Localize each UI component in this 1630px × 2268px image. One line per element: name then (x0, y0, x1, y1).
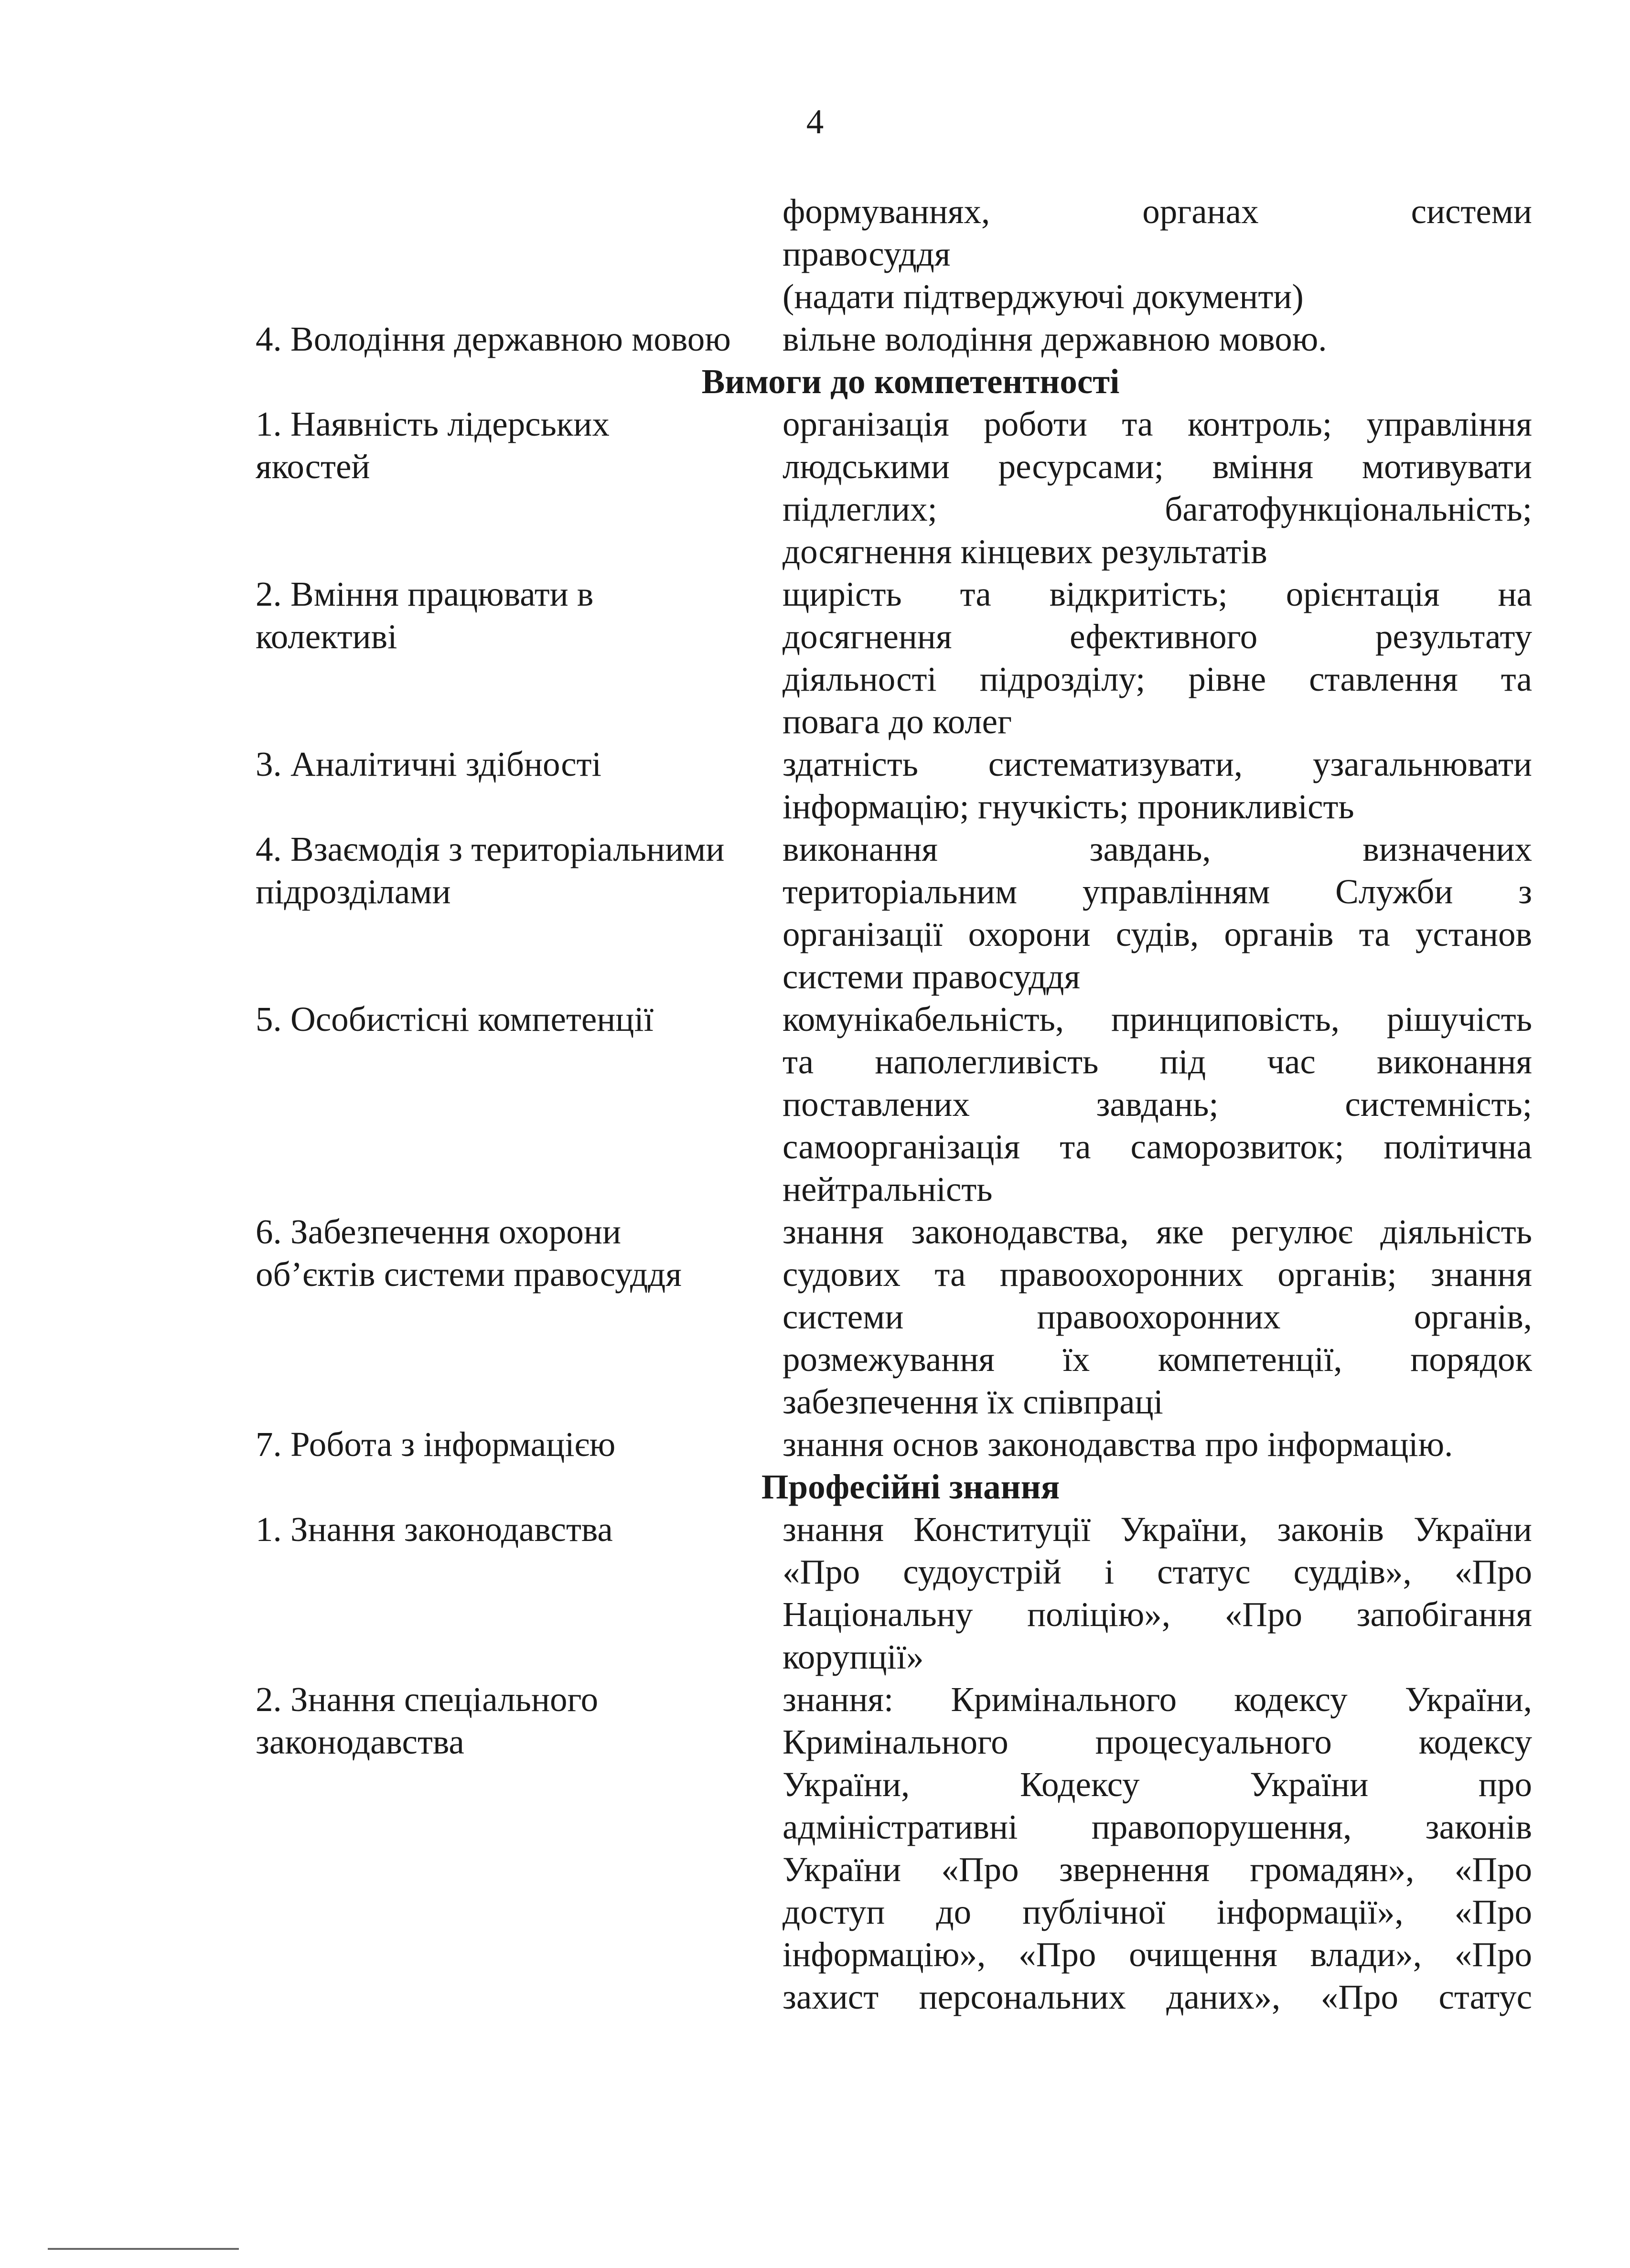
requirement-value (783, 1423, 1532, 1466)
value-line: повага до колег (783, 702, 1012, 741)
competence-heading: Вимоги до компетентності (701, 362, 1120, 401)
value-line: нейтральність (783, 1170, 993, 1209)
knowledge-row (256, 1508, 1532, 1678)
value-line: правосуддя (783, 235, 951, 273)
value-line: «Про судоустрій і статус суддів», «Про (783, 1552, 1532, 1591)
value-line: знання: Кримінального кодексу України, (783, 1680, 1532, 1719)
value-line: знання законодавства, яке регулює діяльність (783, 1212, 1532, 1251)
label-line: об’єктів системи правосуддя (256, 1255, 682, 1294)
label-line: підрозділами (256, 872, 451, 911)
value-line: захист персональних даних», «Про статус (783, 1978, 1532, 2016)
value-line: поставлених завдань; системність; (783, 1085, 1532, 1123)
label-line: 2. Знання спеціального (256, 1680, 599, 1719)
value-line: системи правосуддя (783, 957, 1081, 996)
requirement-label (256, 743, 783, 785)
competence-row (256, 998, 1532, 1210)
value-line: досягнення ефективного результату (783, 617, 1532, 656)
footer-divider (48, 2248, 239, 2250)
value-line: доступ до публічної інформації», «Про (783, 1893, 1532, 1931)
value-line: розмежування їх компетенції, порядок (783, 1340, 1532, 1379)
competence-row (256, 403, 1532, 573)
label-line: 1. Наявність лідерських (256, 405, 610, 443)
value-line: організація роботи та контроль; управління (783, 405, 1532, 443)
label-line: законодавства (256, 1722, 464, 1761)
continuation-row (256, 190, 1532, 318)
value-line: системи правоохоронних органів, (783, 1297, 1532, 1336)
value-line: досягнення кінцевих результатів (783, 532, 1267, 571)
value-line: формуваннях, органах системи (783, 192, 1532, 231)
requirement-label (256, 1210, 783, 1295)
value-line: корупції» (783, 1637, 924, 1676)
requirement-label (256, 318, 783, 360)
requirement-value (783, 403, 1532, 573)
page-number: 4 (806, 102, 824, 141)
requirement-label (256, 1678, 783, 1763)
value-line: знання основ законодавства про інформацію. (783, 1425, 1453, 1464)
requirement-label (256, 828, 783, 913)
requirement-value (783, 998, 1532, 1210)
value-line: вільне володіння державною мовою. (783, 320, 1327, 358)
requirement-label (256, 573, 783, 658)
value-line: України, Кодексу України про (783, 1765, 1532, 1804)
value-line: підлеглих; багатофункціональність; (783, 490, 1532, 528)
requirement-label (256, 403, 783, 488)
competence-row (256, 1423, 1532, 1466)
label-line: 7. Робота з інформацією (256, 1425, 616, 1464)
value-line: інформацію; гнучкість; проникливість (783, 787, 1354, 826)
requirement-value (783, 1210, 1532, 1423)
requirement-value (783, 743, 1532, 828)
value-line: адміністративні правопорушення, законів (783, 1808, 1532, 1846)
requirement-value (783, 1508, 1532, 1678)
requirement-label (256, 1423, 783, 1466)
requirement-label (256, 1508, 783, 1551)
requirement-value (783, 828, 1532, 998)
value-line: територіальним управлінням Служби з (783, 872, 1532, 911)
value-line: організації охорони судів, органів та установ (783, 915, 1532, 953)
value-line: Національну поліцію», «Про запобігання (783, 1595, 1532, 1634)
label-line: 3. Аналітичні здібності (256, 745, 601, 783)
value-line: діяльності підрозділу; рівне ставлення та (783, 660, 1532, 698)
label-line: 4. Володіння державною мовою (256, 320, 731, 358)
requirement-value (783, 1678, 1532, 2018)
value-line: комунікабельність, принциповість, рішучість (783, 1000, 1532, 1038)
value-line: здатність систематизувати, узагальнювати (783, 745, 1532, 783)
value-line: щирість та відкритість; орієнтація на (783, 575, 1532, 613)
label-line: 6. Забезпечення охорони (256, 1212, 622, 1251)
value-line: знання Конституції України, законів України (783, 1510, 1532, 1549)
value-line: самоорганізація та саморозвиток; політична (783, 1127, 1532, 1166)
knowledge-row (256, 1678, 1532, 2018)
value-line: України «Про звернення громадян», «Про (783, 1850, 1532, 1889)
value-line: судових та правоохоронних органів; знання (783, 1255, 1532, 1294)
value-line: (надати підтверджуючі документи) (783, 277, 1304, 316)
label-line: 5. Особистісні компетенції (256, 1000, 654, 1038)
label-line: 4. Взаємодія з територіальними (256, 830, 725, 868)
value-line: інформацію», «Про очищення влади», «Про (783, 1935, 1532, 1974)
competence-row (256, 573, 1532, 743)
continuation-value (783, 190, 1532, 318)
label-line: якостей (256, 447, 370, 486)
competence-row (256, 743, 1532, 828)
label-line: 2. Вміння працювати в (256, 575, 594, 613)
requirement-label (256, 998, 783, 1040)
value-line: виконання завдань, визначених (783, 830, 1532, 868)
knowledge-heading: Професійні знання (761, 1467, 1060, 1506)
value-line: людськими ресурсами; вміння мотивувати (783, 447, 1532, 486)
document-body (256, 190, 1532, 2018)
value-line: Кримінального процесуального кодексу (783, 1722, 1532, 1761)
value-line: та наполегливість під час виконання (783, 1042, 1532, 1081)
requirement-value (783, 318, 1532, 360)
label-line: 1. Знання законодавства (256, 1510, 613, 1549)
competence-row (256, 828, 1532, 998)
value-line: забезпечення їх співпраці (783, 1382, 1163, 1421)
state-language-row (256, 318, 1532, 360)
label-line: колективі (256, 617, 397, 656)
requirement-value (783, 573, 1532, 743)
competence-row (256, 1210, 1532, 1423)
